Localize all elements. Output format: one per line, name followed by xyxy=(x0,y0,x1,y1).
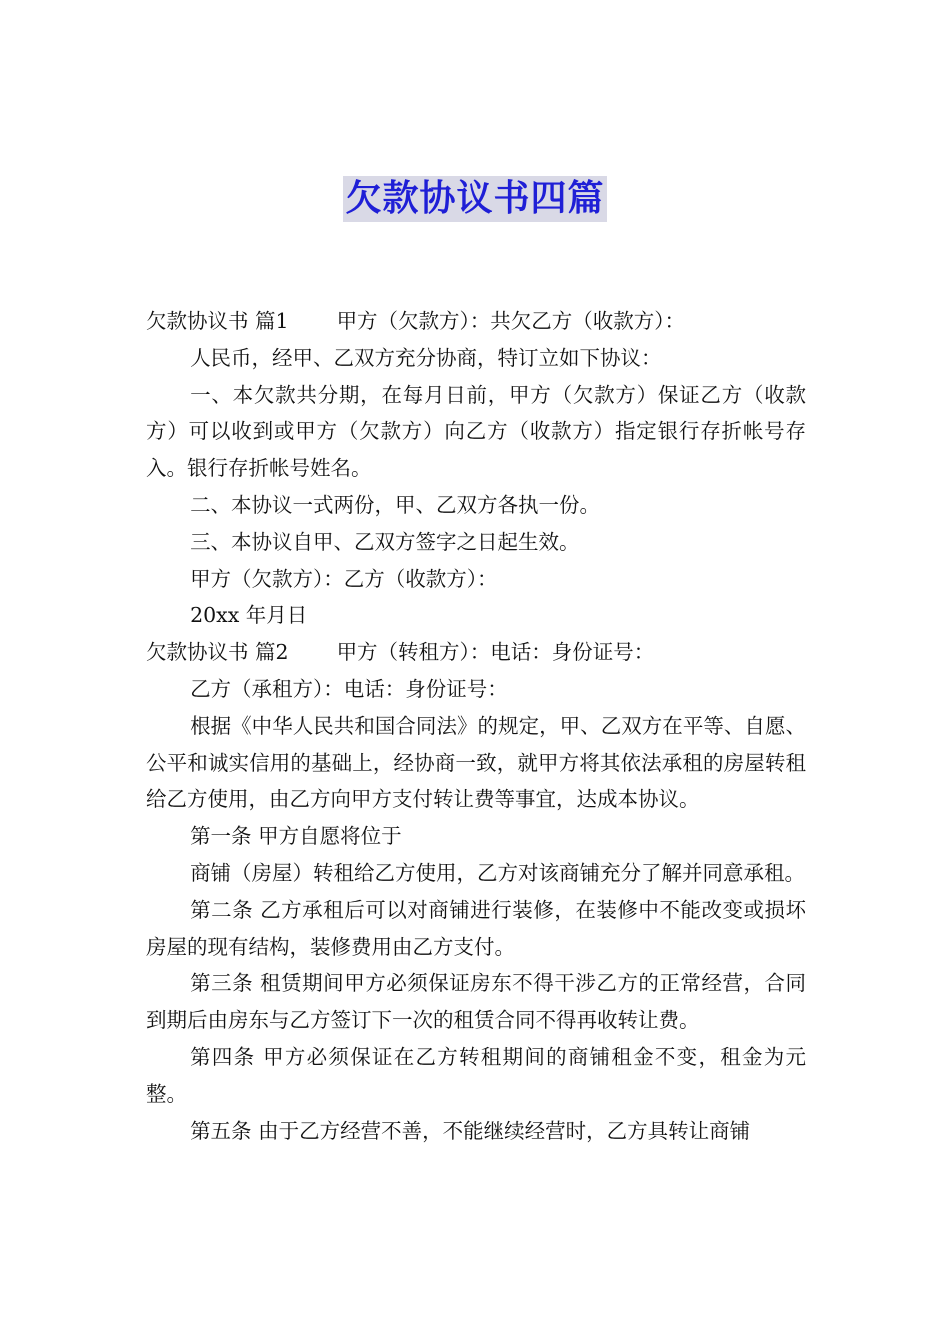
title-container xyxy=(0,176,950,222)
paragraph: 第四条 甲方必须保证在乙方转租期间的商铺租金不变，租金为元整。 xyxy=(146,1044,806,1106)
section-1-heading xyxy=(146,303,806,340)
paragraph: 第三条 租赁期间甲方必须保证房东不得干涉乙方的正常经营，合同到期后由房东与乙方签订下一次的租赁合同不得再收转让费。 xyxy=(146,971,806,1033)
paragraph: 人民币，经甲、乙双方充分协商，特订立如下协议： xyxy=(190,345,662,370)
paragraph: 甲方（欠款方）：乙方（收款方）： xyxy=(190,566,498,591)
paragraph: 根据《中华人民共和国合同法》的规定，甲、乙双方在平等、自愿、公平和诚实信用的基础上，经协商一致，就甲方将其依法承租的房屋转租给乙方使用，由乙方向甲方支付转让费等事宜，达成本协议。 xyxy=(146,713,806,812)
paragraph: 第二条 乙方承租后可以对商铺进行装修，在装修中不能改变或损坏房屋的现有结构，装修费用由乙方支付。 xyxy=(146,897,806,959)
document-body xyxy=(146,303,806,1149)
paragraph: 乙方（承租方）：电话：身份证号： xyxy=(190,676,508,701)
section-1-heading-rest: 甲方（欠款方）：共欠乙方（收款方）： xyxy=(336,309,686,333)
paragraph: 一、本欠款共分期，在每月日前，甲方（欠款方）保证乙方（收款方）可以收到或甲方（欠款方）向乙方（收款方）指定银行存折帐号存入。银行存折帐号姓名。 xyxy=(146,382,806,481)
paragraph: 第五条 由于乙方经营不善，不能继续经营时，乙方具转让商铺 xyxy=(190,1118,751,1143)
section-2-heading xyxy=(146,634,806,671)
date-line: 20xx 年月日 xyxy=(190,603,308,628)
section-1-title: 欠款协议书 篇1 xyxy=(146,309,289,333)
paragraph: 第一条 甲方自愿将位于 xyxy=(190,824,402,849)
section-2-heading-rest: 甲方（转租方）：电话：身份证号： xyxy=(336,640,655,665)
paragraph: 商铺（房屋）转租给乙方使用，乙方对该商铺充分了解并同意承租。 xyxy=(190,860,806,885)
paragraph: 二、本协议一式两份，甲、乙双方各执一份。 xyxy=(190,492,601,517)
section-2-title: 欠款协议书 篇2 xyxy=(146,640,289,665)
paragraph: 三、本协议自甲、乙双方签字之日起生效。 xyxy=(190,529,580,554)
document-title: 欠款协议书四篇 xyxy=(343,176,606,222)
